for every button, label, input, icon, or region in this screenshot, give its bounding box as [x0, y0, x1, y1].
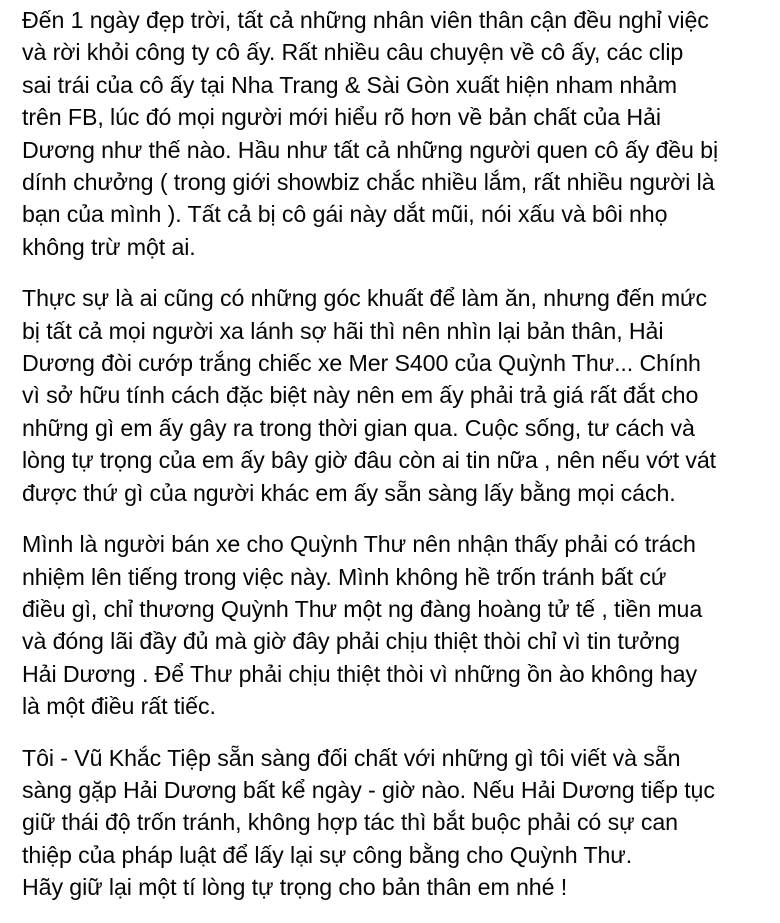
- text-line: Đến 1 ngày đẹp trời, tất cả những nhân viên thân cận đều nghỉ việc: [22, 7, 709, 33]
- text-line: là một điều rất tiếc.: [22, 693, 216, 720]
- text-line: lòng tự trọng của em ấy bây giờ đâu còn ai tin nữa , nên nếu vớt vát: [22, 447, 717, 474]
- text-line: thiệp của pháp luật để lấy lại sự công bằng cho Quỳnh Thư.: [22, 841, 633, 868]
- text-line: sàng gặp Hải Dương bất kể ngày - giờ nào. Nếu Hải Dương tiếp tục: [22, 776, 715, 803]
- text-line: Thực sự là ai cũng có những góc khuất để làm ăn, nhưng đến mức: [22, 285, 707, 312]
- paragraph-2: [22, 282, 772, 509]
- text-line: những gì em ấy gây ra trong thời gian qua. Cuộc sống, tư cách và: [22, 414, 695, 441]
- text-line: giữ thái độ trốn tránh, không hợp tác thì bắt buộc phải có sự can: [22, 809, 678, 836]
- text-line: Tôi - Vũ Khắc Tiệp sẵn sàng đối chất với những gì tôi viết và sẵn: [22, 744, 681, 771]
- text-line: Hải Dương . Để Thư phải chịu thiệt thòi vì những ồn ào không hay: [22, 660, 697, 687]
- text-line: không trừ một ai.: [22, 233, 196, 260]
- text-line: dính chưởng ( trong giới showbiz chắc nhiều lắm, rất nhiều người là: [22, 169, 715, 196]
- text-line: Mình là người bán xe cho Quỳnh Thư nên nhận thấy phải có trách: [22, 531, 696, 558]
- text-line: được thứ gì của người khác em ấy sẵn sàng lấy bằng mọi cách.: [22, 479, 676, 506]
- text-line: điều gì, chỉ thương Quỳnh Thư một ng đàng hoàng tử tế , tiền mua: [22, 595, 703, 622]
- paragraph-1: [22, 4, 772, 263]
- text-line: và rời khỏi công ty cô ấy. Rất nhiều câu chuyện về cô ấy, các clip: [22, 39, 684, 66]
- text-line: vì sở hữu tính cách đặc biệt này nên em ấy phải trả giá rất đắt cho: [22, 382, 699, 409]
- text-line: bị tất cả mọi người xa lánh sợ hãi thì nên nhìn lại bản thân, Hải: [22, 317, 664, 344]
- post-body: [22, 4, 772, 923]
- text-line: sai trái của cô ấy tại Nha Trang & Sài Gòn xuất hiện nham nhảm: [22, 71, 678, 98]
- text-line: Hãy giữ lại một tí lòng tự trọng cho bản thân em nhé !: [22, 874, 568, 901]
- text-line: nhiệm lên tiếng trong việc này. Mình không hề trốn tránh bất cứ: [22, 563, 667, 590]
- paragraph-4: [22, 742, 772, 904]
- text-line: và đóng lãi đầy đủ mà giờ đây phải chịu thiệt thòi chỉ vì tin tưởng: [22, 628, 680, 655]
- text-line: bạn của mình ). Tất cả bị cô gái này dắt mũi, nói xấu và bôi nhọ: [22, 201, 668, 228]
- text-line: Dương như thế nào. Hầu như tất cả những người quen cô ấy đều bị: [22, 136, 719, 163]
- text-line: Dương đòi cướp trắng chiếc xe Mer S400 của Quỳnh Thư... Chính: [22, 350, 701, 377]
- text-line: trên FB, lúc đó mọi người mới hiểu rõ hơn về bản chất của Hải: [22, 104, 661, 131]
- paragraph-3: [22, 528, 772, 722]
